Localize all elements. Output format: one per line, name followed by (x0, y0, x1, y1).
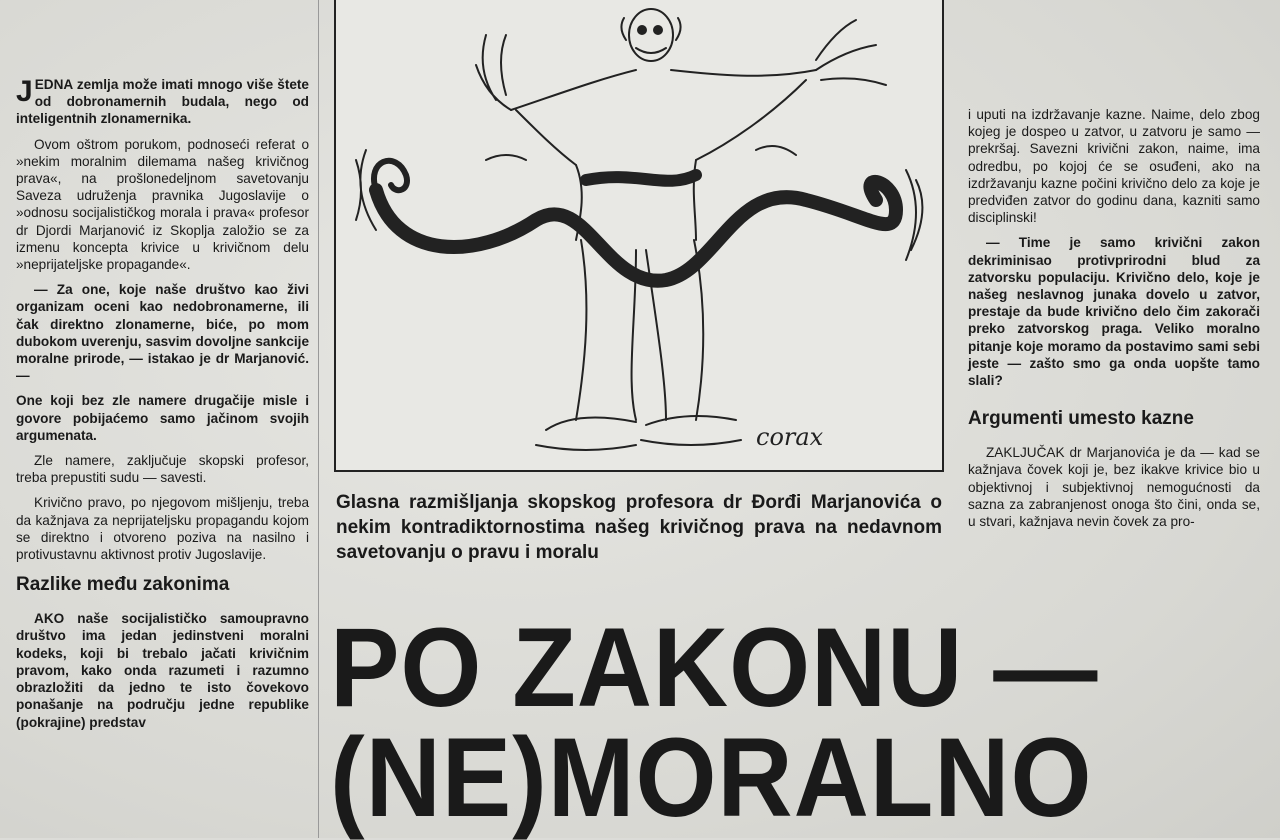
lead-paragraph: JEDNA zemlja može imati mnogo više štete od dobronamernih budala, nego od inteligentnih zlonamernika. (16, 75, 309, 127)
subheading: Razlike među zakonima (16, 574, 230, 596)
paragraph: Ovom oštrom porukom, podnoseći referat o »nekim moralnim dilemama našeg krivičnog prava«, na prošlonedeljnom savetovanju Saveza udruženja pravnika Jugoslavije o »odnosu socijalističkog morala i prava« profesor dr Djordi Marjanović iz Skoplja založio se za izmenu koncepta krivice u krivičnom delu »neprijateljske propagande«. (16, 136, 309, 273)
column-rule (318, 0, 319, 838)
paragraph: Krivično pravo, po njegovom mišljenju, treba da kažnjava za neprijateljsku propagandu kojom se direktno i otvoreno poziva na nasilno i protivustavnu aktivnost protiv Jugoslavije. (16, 495, 309, 563)
paragraph: Zle namere, zaključuje skopski profesor, treba prepustiti sudu — savesti. (16, 453, 309, 486)
cartoon-illustration (334, 0, 944, 472)
paragraph: ZAKLJUČAK dr Marjanovića je da — kad se kažnjava čovek koji je, bez ikakve krivice bio u objektivnoj i subjektivnoj nemogućnosti da sazna za zabranjenost onoga što čini, onda se, u stvari, kažnjava nevin čovek za pro- (968, 445, 1260, 530)
paragraph-bold: One koji bez zle namere drugačije misle i govore pobijaćemo samo jačinom svojih argumenata. (16, 393, 309, 443)
paragraph-bold: — Za one, koje naše društvo kao živi organizam oceni kao nedobronamerne, ili čak direktno zlonamerne, biće, po mom dubokom uverenju, sasvim dovoljne sankcije moralne prirode, — istakao je dr Marjanović. — (16, 282, 309, 384)
left-column (16, 76, 309, 739)
paragraph: i uputi na izdržavanje kazne. Naime, delo zbog kojeg je dospeo u zatvor, u zatvoru je samo — prekršaj. Savezni krivični zakon, naime, ima odredbu, po kojoj će se osuđeni, ako na izdržavanju kazne počini krivično delo za koje je predviđen zatvor do godinu dana, kazniti samo disciplinski! (968, 107, 1260, 226)
cartoon-drawing (336, 0, 942, 470)
subheading: Argumenti umesto kazne (968, 408, 1194, 430)
drop-cap: J (16, 75, 33, 108)
article-dek: Glasna razmišljanja skopskog profesora dr Đorđi Marjanovića o nekim kontradiktornostima našeg krivičnog prava na nedavnom savetovanju o pravu i moralu (336, 492, 942, 563)
cartoonist-signature: corax (756, 423, 824, 451)
paragraph-bold: AKO naše socijalističko samoupravno društvo ima jedan jedinstveni moralni kodeks, koji bi trebalo jačati krivičnim pravom, kako onda razumeti i razumno obrazložiti da jedno te isto čovekovo ponašanje na području jedne republike (pokrajine) predstav (16, 611, 309, 730)
headline-line-1: PO ZAKONU — (330, 605, 1099, 730)
right-column (968, 106, 1260, 538)
paragraph-bold: — Time je samo krivični zakon dekriminisao protivprirodni blud za zatvorsku populaciju. Krivično delo, koje je našeg neslavnog junaka dovelo u zatvor, prestaje da bude krivično delo čim zakorači preko zatvorskog praga. Veliko moralno pitanje koje moramo da postavimo sami sebi jeste — zašto smo ga onda uopšte tamo slali? (968, 235, 1260, 389)
headline-line-2: (NE)MORALNO (330, 715, 1093, 840)
